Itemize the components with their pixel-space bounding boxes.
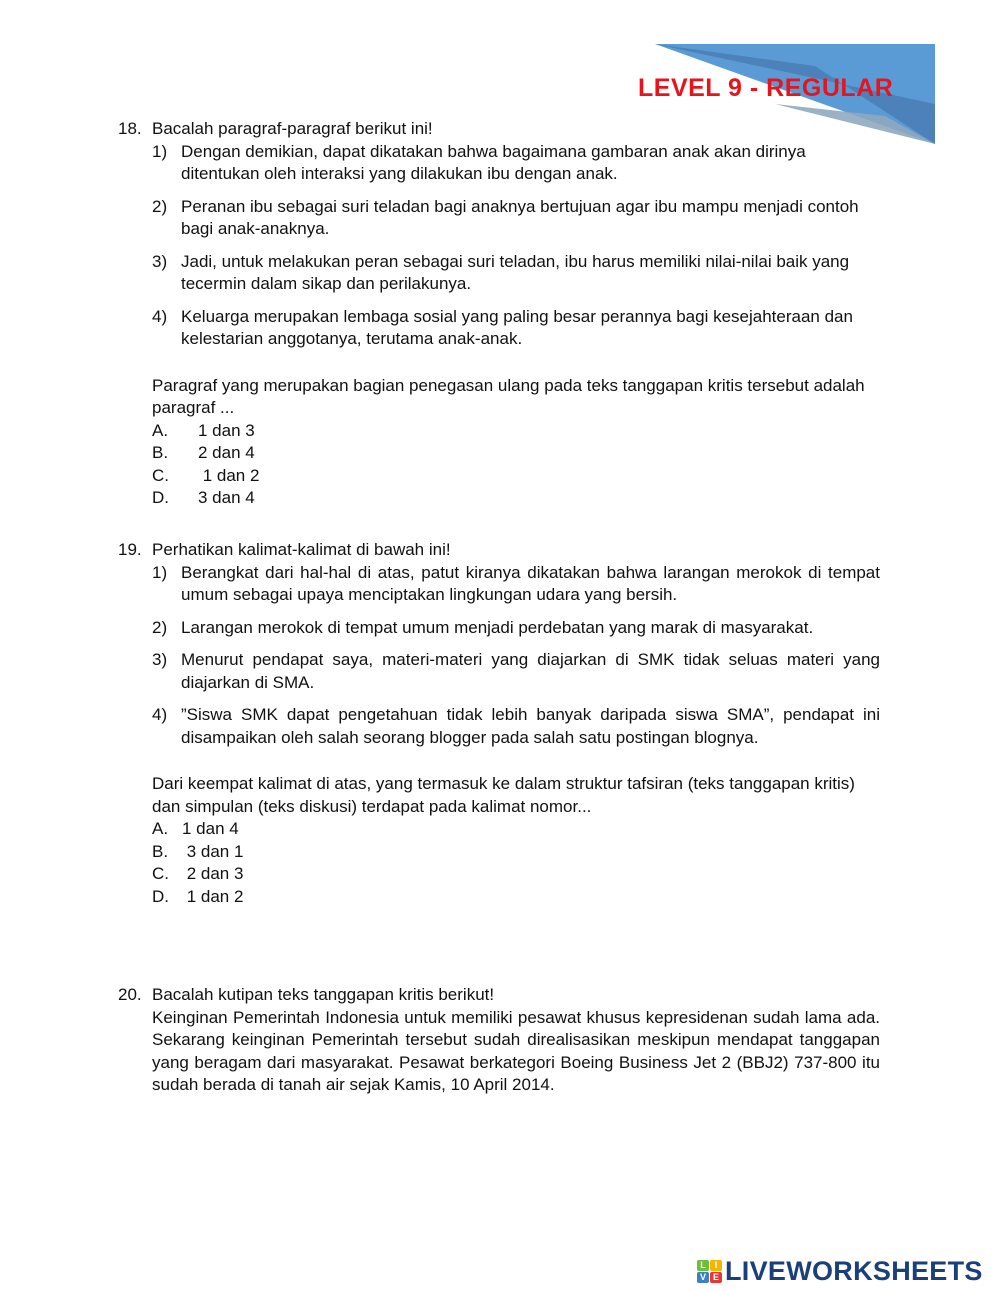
option-text: 2 dan 4	[198, 443, 255, 462]
answer-option-c[interactable]	[152, 465, 880, 488]
option-letter: B.	[152, 443, 169, 462]
item-text: Berangkat dari hal-hal di atas, patut kiranya dikatakan bahwa larangan merokok di tempat umum sebagai upaya menciptakan lingkungan udara yang bersih.	[181, 562, 880, 604]
question-number: 18.	[118, 119, 142, 138]
item-text: Menurut pendapat saya, materi-materi yang diajarkan di SMK tidak seluas materi yang diajarkan di SMA.	[181, 650, 880, 692]
item-text: ”Siswa SMK dapat pengetahuan tidak lebih banyak daripada siswa SMA”, pendapat ini disampaikan oleh salah seorang blogger pada salah satu postingan blognya.	[181, 705, 880, 747]
list-item	[152, 617, 880, 640]
question-18	[118, 118, 880, 510]
option-text: 1 dan 3	[198, 420, 255, 440]
item-number: 1)	[152, 562, 168, 582]
answer-option-d[interactable]	[152, 886, 880, 909]
list-item	[152, 141, 880, 186]
option-letter: B.	[152, 841, 169, 861]
answer-option-a[interactable]	[152, 818, 880, 841]
option-letter: D.	[152, 488, 169, 507]
option-letter: C.	[152, 465, 169, 485]
list-item	[152, 562, 880, 607]
option-letter: A.	[152, 420, 169, 440]
answer-option-d[interactable]	[152, 487, 880, 510]
item-number: 4)	[152, 705, 168, 724]
item-text: Jadi, untuk melakukan peran sebagai suri teladan, ibu harus memiliki nilai-nilai baik yang tecermin dalam sikap dan perilakunya.	[181, 251, 850, 293]
item-text: Keluarga merupakan lembaga sosial yang paling besar perannya bagi kesejahteraan dan kelestarian anggotanya, terutama anak-anak.	[181, 306, 853, 348]
question-20	[118, 984, 880, 1097]
item-text: Peranan ibu sebagai suri teladan bagi anaknya bertujuan agar ibu mampu menjadi contoh bagi anak-anaknya.	[181, 196, 859, 238]
option-text: 2 dan 3	[182, 864, 244, 883]
logo-letter: E	[710, 1272, 722, 1283]
logo-text: LIVEWORKSHEETS	[725, 1256, 983, 1286]
question-title: Bacalah paragraf-paragraf berikut ini!	[152, 119, 433, 138]
item-text: Larangan merokok di tempat umum menjadi perdebatan yang marak di masyarakat.	[181, 617, 814, 637]
list-item	[152, 196, 880, 241]
answer-option-a[interactable]	[152, 420, 880, 443]
sentence-list	[152, 562, 880, 750]
list-item	[152, 251, 880, 296]
answer-option-b[interactable]	[152, 442, 880, 465]
question-19	[118, 539, 880, 908]
option-letter: A.	[152, 819, 169, 838]
item-number: 3)	[152, 650, 168, 669]
question-number: 20.	[118, 985, 142, 1004]
level-title: LEVEL 9 - REGULAR	[638, 74, 894, 102]
option-text: 1 dan 2	[198, 465, 260, 485]
question-stem: Dari keempat kalimat di atas, yang termasuk ke dalam struktur tafsiran (teks tanggapan kritis) dan simpulan (teks diskusi) terdapat pada kalimat nomor...	[152, 774, 855, 816]
question-title: Bacalah kutipan teks tanggapan kritis berikut!	[152, 985, 495, 1004]
option-text: 3 dan 1	[182, 841, 244, 861]
answer-option-c[interactable]	[152, 863, 880, 886]
list-item	[152, 306, 880, 351]
option-text: 1 dan 4	[182, 819, 239, 838]
logo-letter: L	[697, 1260, 709, 1271]
logo-letter: I	[710, 1260, 722, 1271]
item-number: 1)	[152, 141, 168, 161]
item-number: 2)	[152, 617, 168, 637]
item-number: 3)	[152, 251, 168, 271]
item-number: 4)	[152, 306, 168, 326]
list-item	[152, 649, 880, 694]
text-passage: Keinginan Pemerintah Indonesia untuk memiliki pesawat khusus kepresidenan sudah lama ada. Sekarang keinginan Pemerintah tersebut sudah direalisasikan meskipun mendapat tanggapan yang beragam dari masyarakat. Pesawat berkategori Boeing Business Jet 2 (BBJ2) 737-800 itu sudah berada di tanah air sejak Kamis, 10 April 2014.	[152, 1007, 880, 1094]
answer-option-b[interactable]	[152, 841, 880, 864]
option-letter: C.	[152, 864, 169, 883]
item-number: 2)	[152, 196, 168, 216]
option-text: 3 dan 4	[198, 488, 255, 507]
liveworksheets-logo	[697, 1256, 983, 1287]
question-title: Perhatikan kalimat-kalimat di bawah ini!	[152, 540, 451, 559]
item-text: Dengan demikian, dapat dikatakan bahwa bagaimana gambaran anak akan dirinya ditentukan oleh interaksi yang dilakukan ibu dengan anak.	[181, 141, 806, 183]
live-grid-icon	[697, 1260, 722, 1283]
question-number: 19.	[118, 540, 142, 559]
list-item	[152, 704, 880, 749]
logo-letter: V	[697, 1272, 709, 1283]
option-text: 1 dan 2	[182, 886, 244, 906]
option-letter: D.	[152, 886, 169, 906]
paragraph-list	[152, 141, 880, 351]
question-stem: Paragraf yang merupakan bagian penegasan ulang pada teks tanggapan kritis tersebut adalah paragraf ...	[152, 375, 865, 417]
